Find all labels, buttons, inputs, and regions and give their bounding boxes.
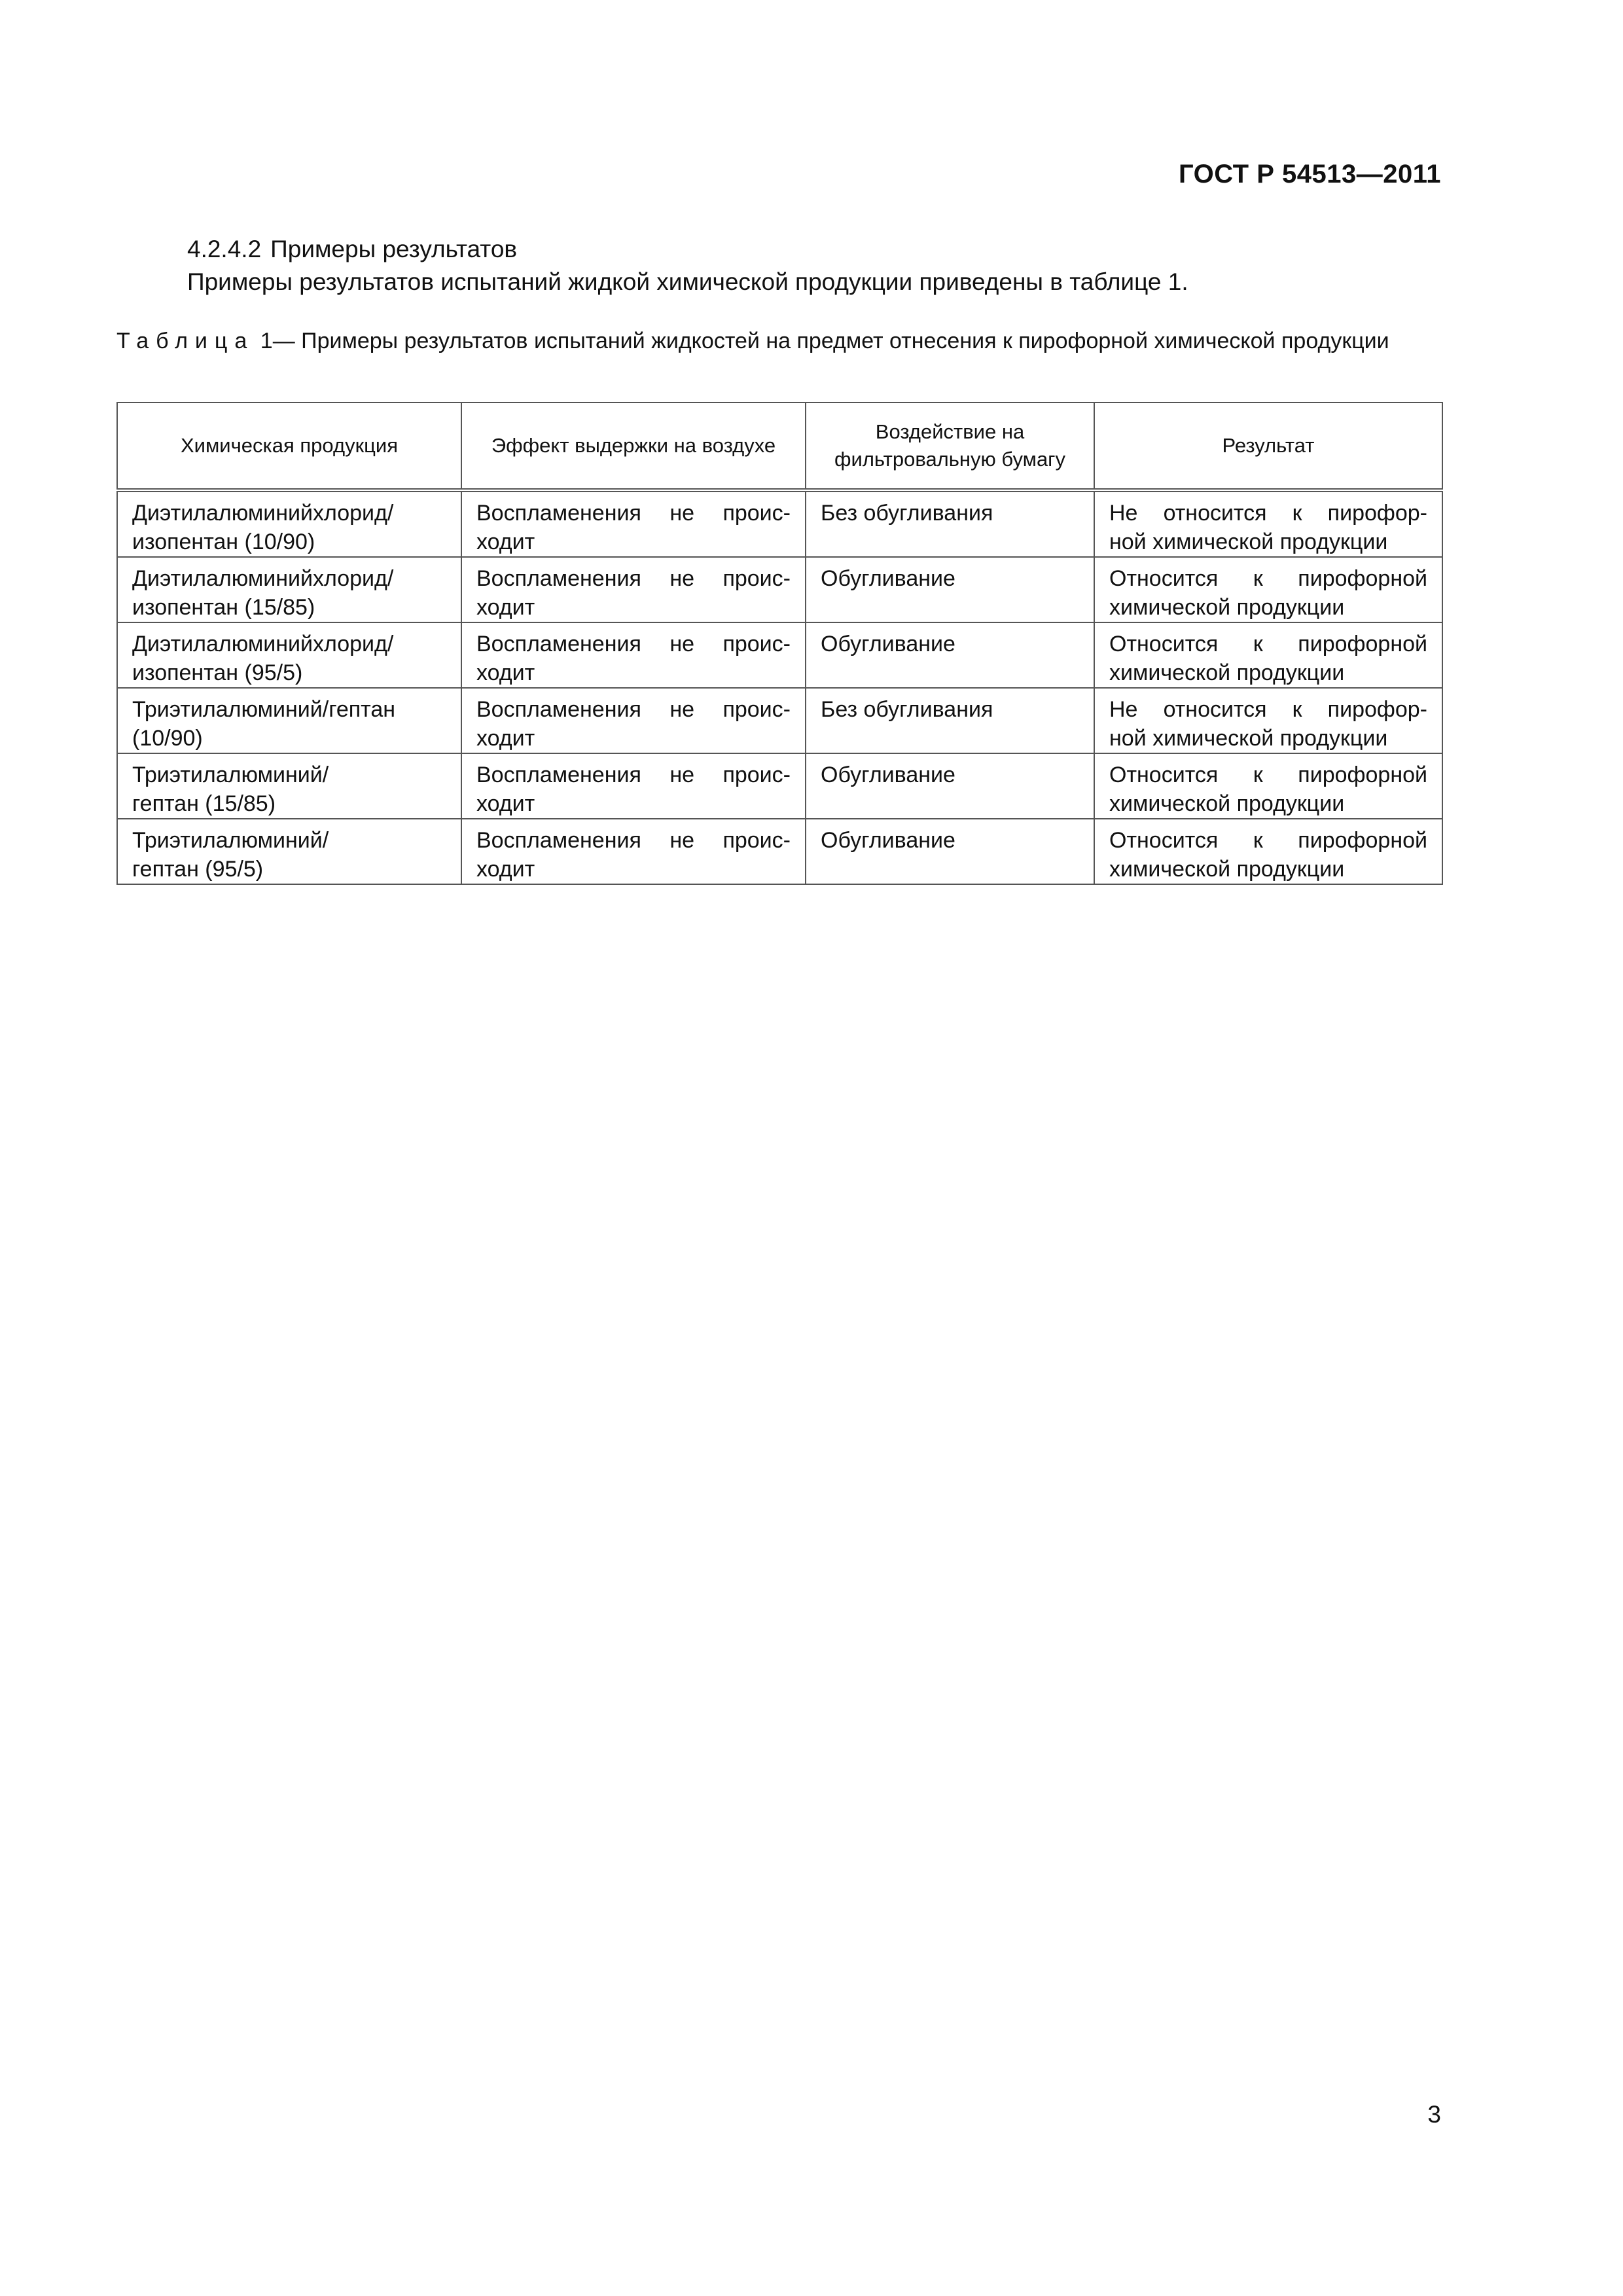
cell-result-line: ной химической продукции <box>1109 529 1388 554</box>
cell-effect <box>461 557 806 622</box>
cell-result-line: ной химической продукции <box>1109 726 1388 751</box>
cell-effect-line: ходит <box>476 857 535 882</box>
cell-effect-line: Воспламенения не проис- <box>476 566 791 591</box>
cell-result <box>1094 753 1442 819</box>
cell-effect-line: ходит <box>476 726 535 751</box>
cell-result <box>1094 622 1442 688</box>
column-header-effect: Эффект выдержки на воздухе <box>461 403 806 490</box>
cell-paper: Обугливание <box>806 622 1094 688</box>
cell-effect-line: Воспламенения не проис- <box>476 762 791 787</box>
cell-result <box>1094 490 1442 557</box>
table-caption-label: Таблица <box>116 329 255 353</box>
column-header-paper: Воздействие на фильтровальную бумагу <box>806 403 1094 490</box>
cell-effect-line: ходит <box>476 529 535 554</box>
cell-effect <box>461 753 806 819</box>
cell-product <box>117 688 461 753</box>
cell-result <box>1094 819 1442 884</box>
cell-product <box>117 819 461 884</box>
cell-effect-line: Воспламенения не проис- <box>476 828 791 853</box>
section-block <box>182 233 1441 298</box>
cell-paper: Обугливание <box>806 819 1094 884</box>
cell-product-line: Диэтилалюминийхлорид/ <box>132 632 394 656</box>
cell-product-line: изопентан (15/85) <box>132 595 315 620</box>
table-row <box>117 688 1442 753</box>
cell-product-line: Триэтилалюминий/ <box>132 828 329 853</box>
cell-result-line: химической продукции <box>1109 595 1345 620</box>
cell-product <box>117 557 461 622</box>
table-row <box>117 753 1442 819</box>
cell-result-line: Относится к пирофорной <box>1109 632 1427 656</box>
cell-result-line: Относится к пирофорной <box>1109 566 1427 591</box>
cell-product-line: Триэтилалюминий/гептан <box>132 697 396 722</box>
table-row <box>117 490 1442 557</box>
cell-result <box>1094 557 1442 622</box>
cell-effect-line: ходит <box>476 791 535 816</box>
cell-result-line: Не относится к пирофор- <box>1109 501 1427 526</box>
cell-result-line: химической продукции <box>1109 857 1345 882</box>
column-header-product: Химическая продукция <box>117 403 461 490</box>
cell-product-line: Диэтилалюминийхлорид/ <box>132 501 394 526</box>
cell-result-line: химической продукции <box>1109 791 1345 816</box>
table-row <box>117 557 1442 622</box>
cell-effect-line: ходит <box>476 595 535 620</box>
section-heading <box>182 233 1441 266</box>
cell-paper: Обугливание <box>806 557 1094 622</box>
cell-result-line: химической продукции <box>1109 660 1345 685</box>
results-table <box>116 402 1443 885</box>
cell-result-line: Относится к пирофорной <box>1109 762 1427 787</box>
column-header-result: Результат <box>1094 403 1442 490</box>
cell-product <box>117 622 461 688</box>
cell-result-line: Не относится к пирофор- <box>1109 697 1427 722</box>
section-paragraph: Примеры результатов испытаний жидкой химической продукции приведены в таблице 1. <box>187 268 1188 295</box>
cell-effect-line: Воспламенения не проис- <box>476 501 791 526</box>
table-row <box>117 819 1442 884</box>
cell-product-line: изопентан (95/5) <box>132 660 303 685</box>
table-caption-text: — Примеры результатов испытаний жидкостей на предмет отнесения к пирофорной химической продукции <box>272 329 1389 353</box>
cell-paper: Без обугливания <box>806 688 1094 753</box>
cell-product-line: гептан (95/5) <box>132 857 264 882</box>
cell-paper: Обугливание <box>806 753 1094 819</box>
table-caption-number: 1 <box>260 329 273 353</box>
cell-effect <box>461 622 806 688</box>
section-title: Примеры результатов <box>270 236 518 262</box>
cell-product-line: гептан (15/85) <box>132 791 276 816</box>
table-row <box>117 622 1442 688</box>
cell-effect <box>461 688 806 753</box>
section-number: 4.2.4.2 <box>187 236 262 262</box>
cell-effect-line: ходит <box>476 660 535 685</box>
cell-effect-line: Воспламенения не проис- <box>476 697 791 722</box>
table-header-row <box>117 403 1442 490</box>
cell-product-line: Диэтилалюминийхлорид/ <box>132 566 394 591</box>
cell-result <box>1094 688 1442 753</box>
cell-product <box>117 490 461 557</box>
cell-product <box>117 753 461 819</box>
cell-effect-line: Воспламенения не проис- <box>476 632 791 656</box>
table-caption <box>116 326 1441 356</box>
cell-product-line: изопентан (10/90) <box>132 529 315 554</box>
cell-effect <box>461 490 806 557</box>
cell-effect <box>461 819 806 884</box>
cell-paper: Без обугливания <box>806 490 1094 557</box>
cell-product-line: (10/90) <box>132 726 203 751</box>
document-code: ГОСТ Р 54513—2011 <box>1179 160 1441 188</box>
cell-result-line: Относится к пирофорной <box>1109 828 1427 853</box>
cell-product-line: Триэтилалюминий/ <box>132 762 329 787</box>
page-number: 3 <box>1427 2101 1441 2128</box>
